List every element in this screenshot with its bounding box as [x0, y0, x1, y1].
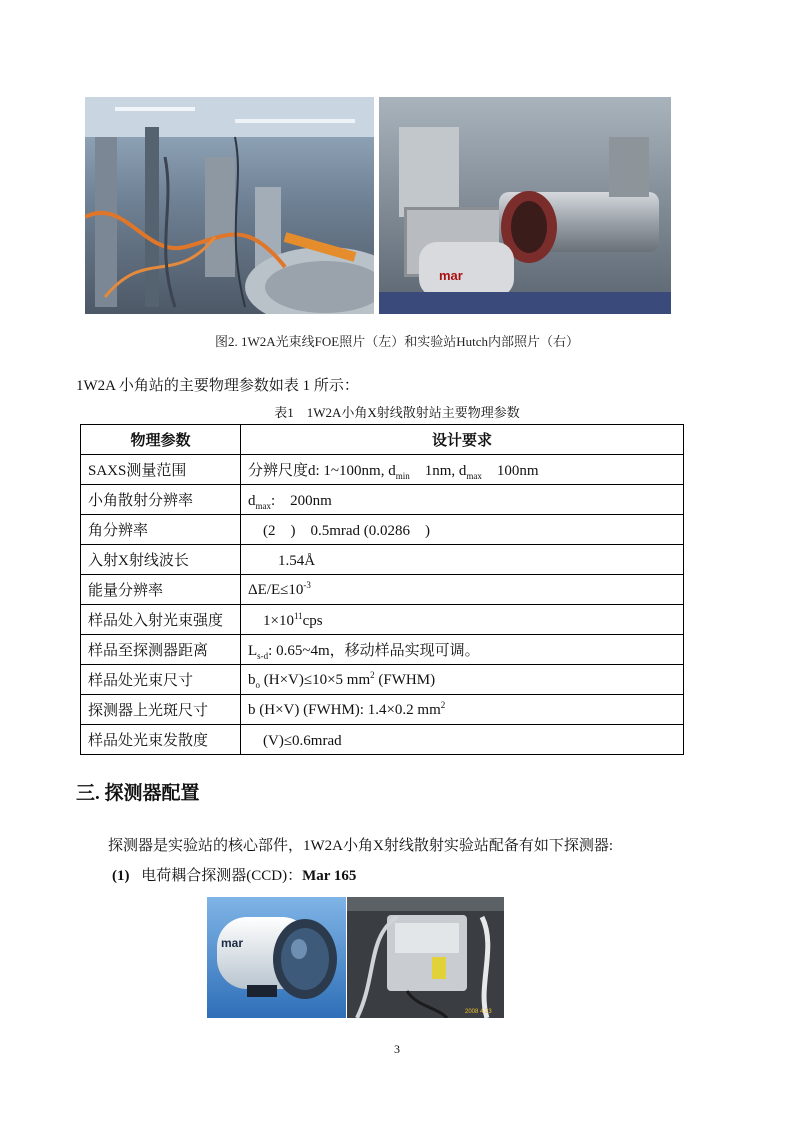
param-cell: 入射X射线波长 — [81, 545, 241, 575]
param-cell: 样品至探测器距离 — [81, 635, 241, 665]
value-cell: $b_o$ (H×V)≤10×5 $mm^2$ (FWHM) — [241, 665, 684, 695]
table-caption: 表1 1W2A小角X射线散射站主要物理参数 — [274, 405, 520, 420]
table-row — [81, 725, 684, 755]
value-cell: 1.54Å — [241, 545, 684, 575]
table-row — [81, 635, 684, 665]
value-cell: (V)≤0.6mrad — [241, 725, 684, 755]
table-row — [81, 485, 684, 515]
page-number: 3 — [394, 1042, 400, 1056]
detector-item — [112, 864, 356, 885]
table-row — [81, 605, 684, 635]
param-cell: 能量分辨率 — [81, 575, 241, 605]
param-cell: SAXS测量范围 — [81, 455, 241, 485]
value-cell: $d_{max}$: 200nm — [241, 485, 684, 515]
param-cell: 样品处光束尺寸 — [81, 665, 241, 695]
section-paragraph: 探测器是实验站的核心部件，1W2A小角X射线散射实验站配备有如下探测器: — [108, 838, 613, 854]
mar-logo-left: mar — [221, 936, 244, 950]
header-parameter: 物理参数 — [81, 425, 241, 455]
photo-foe-left — [85, 97, 374, 314]
param-cell: 样品处入射光束强度 — [81, 605, 241, 635]
table-row — [81, 515, 684, 545]
param-cell: 探测器上光斑尺寸 — [81, 695, 241, 725]
value-cell: $L_{s-d}$: 0.65~4m，移动样品实现可调。 — [241, 635, 684, 665]
photo-detector-installed — [347, 897, 504, 1018]
param-cell: 小角散射分辨率 — [81, 485, 241, 515]
table-header-row — [81, 425, 684, 455]
table-row — [81, 455, 684, 485]
value-cell: 分辨尺度d: 1~100nm, $d_{min}$ 1nm, $d_{max}$ 100nm — [241, 455, 684, 485]
intro-paragraph: 1W2A 小角站的主要物理参数如表 1 所示： — [76, 378, 359, 394]
photo-hutch-right — [379, 97, 671, 314]
value-cell: $1\times 10^{11}cps$ — [241, 605, 684, 635]
item-label: 电荷耦合探测器(CCD)： — [141, 868, 303, 884]
table-row — [81, 575, 684, 605]
figure-caption: 图2. 1W2A光束线FOE照片（左）和实验站Hutch内部照片（右） — [215, 334, 579, 349]
mar-logo-right: mar — [439, 268, 463, 283]
param-cell: 角分辨率 — [81, 515, 241, 545]
parameters-table — [80, 424, 684, 755]
param-cell: 样品处光束发散度 — [81, 725, 241, 755]
photo-mar165-detector — [207, 897, 346, 1018]
item-number: (1) — [112, 868, 130, 884]
value-cell: (2 ) 0.5mrad (0.0286 ) — [241, 515, 684, 545]
header-requirement: 设计要求 — [241, 425, 684, 455]
photo-date-stamp: 2008 4 23 — [465, 1009, 492, 1015]
item-model: Mar 165 — [302, 868, 357, 884]
table-row — [81, 545, 684, 575]
table-row — [81, 695, 684, 725]
value-cell: $\Delta E/E\le 10^{-3}$ — [241, 575, 684, 605]
section-heading: 三. 探测器配置 — [76, 783, 200, 804]
table-row — [81, 665, 684, 695]
value-cell: b (H×V) (FWHM): 1.4×0.2 $mm^2$ — [241, 695, 684, 725]
